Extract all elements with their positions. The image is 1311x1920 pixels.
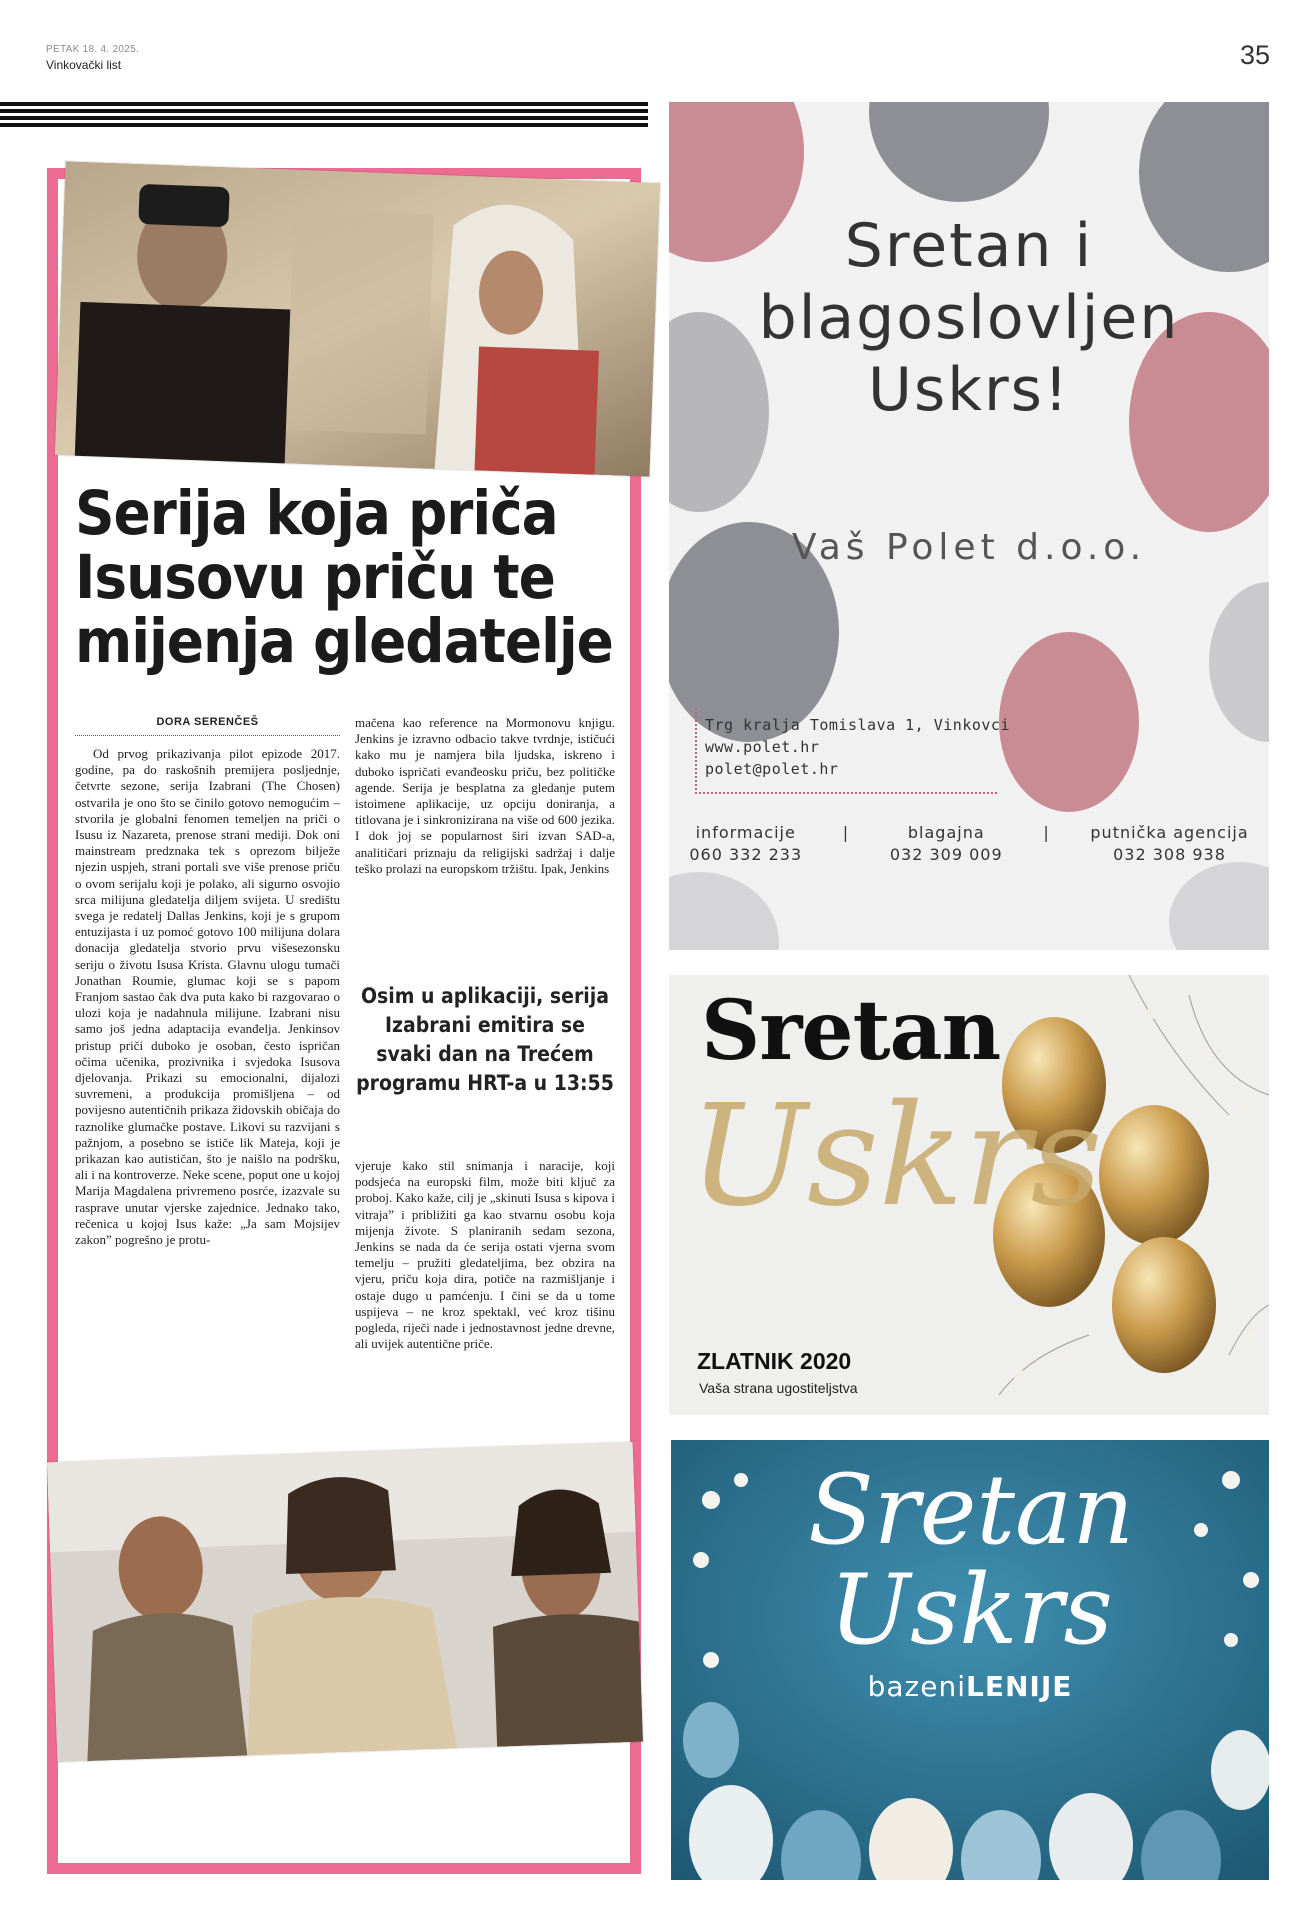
contact-phone: 032 308 938 <box>1113 845 1226 864</box>
ad-zlatnik <box>669 975 1269 1415</box>
polet-greeting-line1: Sretan i <box>844 211 1094 281</box>
polet-company: Vaš Polet d.o.o. <box>791 527 1147 568</box>
bazeni-greeting-line1: Sretan <box>807 1454 1135 1566</box>
article-paragraph-2: mačena kao reference na Mormonovu knjigu. Jenkins je izravno odbacio takve tvrdnje, ističući kako mu je namjera bila ljudska, iskreno i duboko ispričati evanđeosku priču, bez političke agende. Serija je besplatna za gledanje putem istoimene aplikacije, uz opciju doniranja, a titlovana je i sinkronizirana na više od 600 jezika. I dok joj se popularnost širi izvan SAD-a, analitičari priznaju da religijski sadržaj i dalje teško prolazi na europskom tržištu. Ipak, Jenkins <box>355 715 615 876</box>
article-column-1 <box>75 746 340 1248</box>
contact-travel <box>1090 822 1248 866</box>
issue-date: PETAK 18. 4. 2025. <box>46 44 140 55</box>
contact-label: putnička agencija <box>1090 823 1249 842</box>
contact-separator: | <box>1043 823 1050 842</box>
contact-separator: | <box>842 823 850 842</box>
bazeni-greeting-line2: Uskrs <box>829 1554 1113 1666</box>
polet-phone-list <box>669 822 1269 866</box>
contact-cashier <box>890 822 1003 866</box>
article-photo-top <box>55 161 660 477</box>
polet-greeting <box>669 210 1269 426</box>
contact-info <box>689 822 802 866</box>
zlatnik-greeting-script: Uskrs <box>689 1075 1103 1238</box>
article-byline: DORA SERENČEŠ <box>156 716 259 728</box>
article-paragraph-3: vjeruje kako stil snimanja i naracije, koji podsjeća na europski film, može biti ključ za proboj. Kako kaže, cilj je „skinuti Isusa s kipova i vitraja” i približiti ga kao stvarnu osobu koja mijenja živote. S planiranih sedam sezona, Jenkins se nada da će serija ostati vjerna svom temelju – pružiti gledateljima, bez obzira na vjeru, priču koja dira, potiče na razmišljanje i ostaje dugo u pamćenju. I čini se da u tome uspijeva – ne kroz spektakl, već kroz tišinu pogleda, riječi nade i jednostavnost jedne drevne, ali uvijek autentične priče. <box>355 1158 615 1352</box>
byline-divider <box>75 735 340 736</box>
ad-polet <box>669 102 1269 950</box>
contact-phone: 060 332 233 <box>689 845 803 864</box>
polet-contact-block <box>705 714 1010 780</box>
article-column-2-top <box>355 715 615 877</box>
article-photo-bottom <box>47 1442 643 1762</box>
page-number: 35 <box>1239 40 1270 70</box>
zlatnik-brand: ZLATNIK 2020 <box>697 1348 852 1374</box>
bazeni-brand-logo <box>671 1670 1269 1703</box>
ad-bazeni-lenije <box>671 1440 1269 1880</box>
contact-phone: 032 309 009 <box>889 845 1003 864</box>
zlatnik-greeting-big: Sretan <box>701 983 1001 1079</box>
polet-website[interactable]: www.polet.hr <box>705 738 820 756</box>
bazeni-brand-a: bazeni <box>867 1670 966 1703</box>
bazeni-greeting-script <box>761 1454 1181 1666</box>
contact-label: informacije <box>695 823 796 842</box>
header-rules <box>0 102 648 128</box>
polet-address: Trg kralja Tomislava 1, Vinkovci <box>705 716 1010 734</box>
zlatnik-tagline: Vaša strana ugostiteljstva <box>699 1380 858 1396</box>
polet-email[interactable]: polet@polet.hr <box>705 760 839 778</box>
article-column-2-bottom <box>355 1158 615 1352</box>
article-paragraph-1: Od prvog prikazivanja pilot epizode 2017. godine, pa do raskošnih premijera posljednje, četvrte sezone, serija Izabrani (The Chosen) ostvarila je ono što se činilo gotovo nemogućim – stvorila je globalni fenomen temeljen na priči o Isusu iz Nazareta, prenose strani mediji. Dok oni mainstream predznaka tek s oprezom bilježe njezin uspjeh, strani portali sve više prenose priču o ovom serijalu koji je polako, ali sigurno osvojio srca milijuna gledatelja diljem svijeta. U središtu svega je redatelj Dallas Jenkins, koji je s grupom entuzijasta i uz pomoć gotovo 100 milijuna dolara donacija gledatelja stvorio prvu višesezonsku seriju o životu Isusa Krista. Glavnu ulogu tumači Jonathan Roumie, glumac koji se s papom Franjom sastao čak dva puta kako bi razgovarao o ulozi koja je nadahnula milijune. Izabrani nisu samo još jedna adaptacija evanđelja. Jenkinsov pristup priči duboko je osoban, često ispričan očima učenika, prozivnika i svjedoka Isusova djelovanja. Prikazi su emocionalni, dijalozi suvremeni, a produkcija promišljena – od povijesno autentičnih prikaza židovskih običaja do raznolike glumačke postave. Likovi su razvijani s pažnjom, a posebno se ističe lik Mateja, koji je prikazan kao autističan, što je naišlo na podršku, ali i na kontroverze. Neke scene, poput one u kojoj Marija Magdalena privremeno posrće, izazvale su rasprave unutar vjerske zajednice. Jednako tako, rečenica u kojoj Isus kaže: „Ja sam Mojsijev zakon” pogrešno je protu- <box>75 746 340 1248</box>
polet-greeting-line2: blagoslovljen <box>758 283 1180 353</box>
polet-greeting-line3: Uskrs! <box>868 355 1070 425</box>
bazeni-brand-b: LENIJE <box>966 1670 1073 1703</box>
contact-label: blagajna <box>907 823 985 842</box>
newspaper-name: Vinkovački list <box>46 58 122 72</box>
pull-quote: Osim u aplikaciji, serija Izabrani emitira se svaki dan na Trećem programu HRT-a u 13:55 <box>356 984 614 1095</box>
article-headline: Serija koja priča Isusovu priču te mijenja gledatelje <box>75 478 613 677</box>
